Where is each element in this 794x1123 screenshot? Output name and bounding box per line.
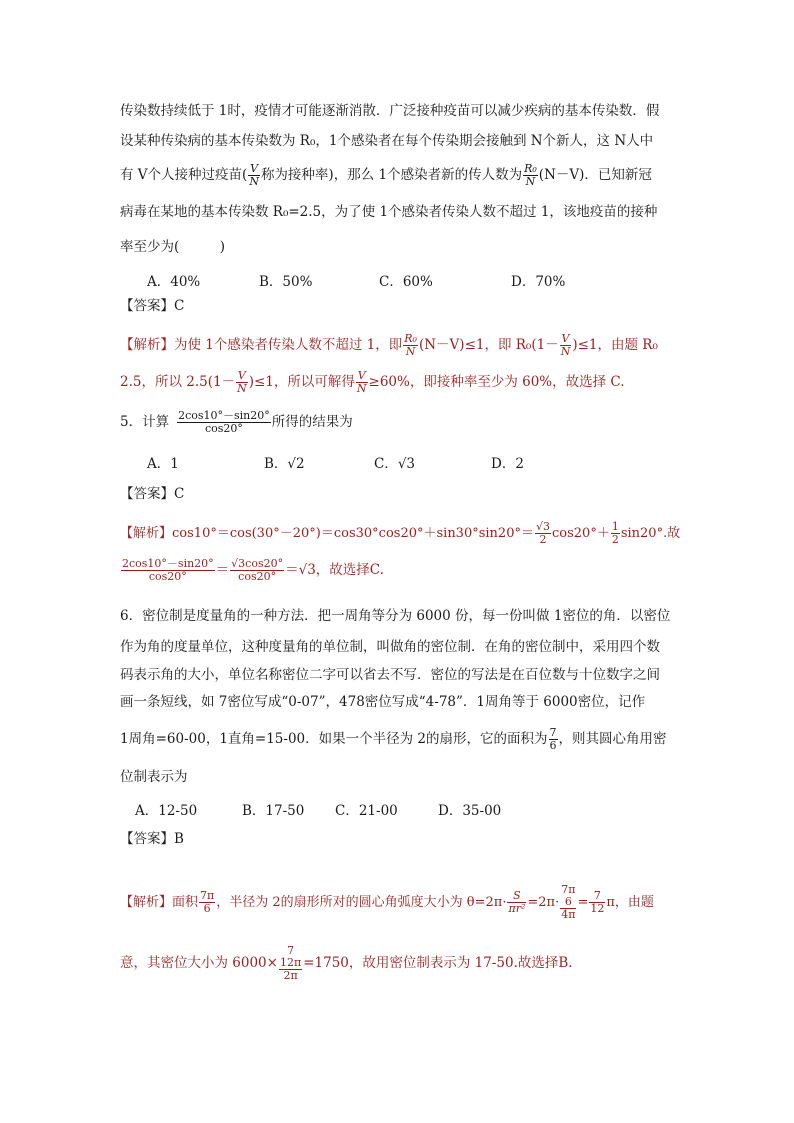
- exp-text: =2π·: [527, 895, 560, 910]
- exp-fraction: [356, 370, 368, 395]
- q4-text-5: 率至少为( ): [120, 239, 226, 255]
- frac-den: cos20°: [238, 570, 277, 583]
- q6-text-2: 作为角的度量单位，这种度量角的单位制，叫做角的密位制．在角的密位制中，采用四个数: [120, 639, 660, 655]
- exp-text: π，由题: [606, 895, 654, 910]
- exp-fraction: [611, 521, 620, 546]
- frac-top: 7: [287, 944, 295, 957]
- exp-text: cos20°＋: [552, 526, 610, 541]
- q5-expression-fraction: [177, 410, 271, 435]
- exp-text: 为使 1个感染者传染人数不超过 1，即: [174, 337, 403, 353]
- q5-answer: [120, 484, 184, 504]
- frac-mid: 6: [564, 895, 572, 908]
- frac-num: √3: [535, 520, 550, 533]
- q6-line-1: [120, 606, 670, 626]
- frac-den: 2: [611, 533, 619, 546]
- q6-answer: [120, 829, 184, 849]
- choice-b: B．17-50: [242, 803, 305, 819]
- choice-a: A．1: [147, 456, 179, 472]
- frac-num: V: [250, 162, 259, 175]
- q4-text-1: 传染数持续低于 1时，疫情才可能逐渐消散．广泛接种疫苗可以减少疾病的基本传染数．假: [120, 103, 660, 119]
- exp-text: (N－V)≤1，即 R₀(1－: [418, 337, 559, 353]
- q4-choices: [147, 270, 565, 290]
- q4-explanation-2: [120, 370, 625, 395]
- q5-stem: [120, 410, 353, 435]
- compound-num: [560, 884, 576, 909]
- exp-text: )≤1，所以可解得: [248, 374, 355, 390]
- exp-fraction: [199, 890, 215, 915]
- choice-d: D．70%: [511, 274, 566, 290]
- choice-c: C．21-00: [335, 803, 398, 819]
- q6-text-5a: 1周角=60-00，1直角=15-00．如果一个半径为 2的扇形，它的面积为: [120, 731, 548, 747]
- explanation-label: 【解析】: [120, 337, 174, 353]
- frac-den: 6: [549, 739, 557, 752]
- frac-mid: 12: [279, 956, 294, 969]
- q4-line-2: [120, 131, 653, 151]
- exp-text: ＝: [215, 562, 230, 578]
- frac-num: R₀: [404, 332, 417, 345]
- exp-fraction: [560, 333, 572, 358]
- frac-den: N: [525, 175, 536, 188]
- choice-b: B．50%: [259, 274, 313, 290]
- exp-text: =: [577, 895, 589, 910]
- frac-num: 2cos10°－sin20°: [122, 557, 214, 570]
- q4-text-2: 设某种传染病的基本传染数为 R₀，1个感染者在每个传染期会接触到 N个新人，这 N人中: [120, 133, 654, 149]
- exp-compound-fraction: [279, 945, 302, 982]
- exp-text: ＝√3，故选择C.: [285, 562, 384, 578]
- q6-line-2: [120, 637, 660, 657]
- frac-num: R₀: [524, 162, 537, 175]
- frac-num: 2cos10°－sin20°: [178, 409, 270, 422]
- new-infection-fraction: [523, 163, 538, 188]
- frac-den: 4π: [561, 908, 576, 921]
- frac-den: N: [237, 382, 247, 395]
- frac-num: V: [357, 369, 366, 382]
- q4-text-3c: (N－V)．已知新冠: [538, 167, 652, 183]
- q6-text-4: 画一条短线，如 7密位写成“0-07”，478密位写成“4-78”．1周角等于 6000密位，记作: [120, 694, 646, 710]
- choice-a: A．40%: [147, 274, 201, 290]
- exp-fraction: [535, 521, 551, 546]
- q6-line-5: [120, 727, 667, 752]
- exp-compound-fraction: [560, 884, 576, 921]
- q6-line-4: [120, 692, 645, 712]
- frac-top: 7π: [561, 883, 576, 896]
- frac-den: 6: [203, 902, 211, 915]
- exp-fraction: [230, 558, 284, 583]
- q5-text: 所得的结果为: [271, 414, 353, 430]
- q4-line-5: [120, 237, 225, 257]
- q4-answer: [120, 296, 184, 316]
- exp-text: sin20°.故: [620, 526, 681, 541]
- q6-text-5b: ，则其圆心角用密: [558, 731, 667, 747]
- choice-d: D．2: [491, 456, 524, 472]
- q4-line-4: [120, 202, 657, 222]
- q4-explanation-1: [120, 333, 658, 358]
- exp-text: ≥60%，即接种率至少为 60%，故选择 C.: [368, 374, 625, 390]
- frac-num: √3cos20°: [231, 557, 284, 570]
- explanation-label: 【解析】: [120, 895, 173, 910]
- q6-choices: [135, 799, 501, 819]
- q6-text-1: 6．密位制是度量角的一种方法．把一周角等分为 6000 份，每一份叫做 1密位的角．以密位: [120, 608, 671, 624]
- exp-text: =1750，故用密位制表示为 17-50.故选择B.: [303, 955, 573, 971]
- frac-den: πr²: [508, 902, 526, 915]
- frac-den: N: [356, 382, 367, 395]
- q4-text-3a: 有 V个人接种过疫苗(: [120, 167, 248, 183]
- exp-text: cos10°＝cos(30°－20°)＝cos30°cos20°＋sin30°sin20°＝: [172, 526, 534, 541]
- frac-den: cos20°: [204, 422, 243, 435]
- answer-text: 【答案】C: [120, 486, 185, 502]
- explanation-label: 【解析】: [120, 526, 173, 541]
- choice-c: C．√3: [374, 456, 416, 472]
- answer-text: 【答案】B: [120, 831, 184, 847]
- frac-den: 2π: [283, 969, 298, 982]
- choice-c: C．60%: [379, 274, 433, 290]
- q6-line-6: [120, 767, 188, 787]
- q6-explanation-1: [120, 884, 654, 921]
- exp-text: )≤1，由题 R₀: [572, 337, 658, 353]
- choice-d: D．35-00: [438, 803, 502, 819]
- q6-text-6: 位制表示为: [120, 769, 188, 785]
- q5-choices: [147, 452, 524, 472]
- answer-text: 【答案】C: [120, 298, 185, 314]
- frac-num: 7: [549, 726, 557, 739]
- exp-fraction: [236, 370, 248, 395]
- q5-explanation-1: [120, 521, 680, 546]
- vaccination-rate-fraction: [248, 163, 260, 188]
- q6-text-3: 码表示角的大小，单位名称密位二字可以省去不写．密位的写法是在百位数与十位数字之间: [120, 667, 660, 683]
- q5-explanation-2: [120, 558, 384, 583]
- frac-den: 2: [539, 533, 547, 546]
- frac-num: 7: [589, 890, 605, 903]
- q6-explanation-2: [120, 945, 573, 982]
- frac-num: V: [237, 369, 246, 382]
- exp-fraction: [507, 890, 526, 915]
- area-fraction: [549, 727, 558, 752]
- frac-den: N: [405, 345, 416, 358]
- frac-num: 1: [611, 520, 619, 533]
- choice-a: A．12-50: [135, 803, 198, 819]
- q4-line-1: [120, 101, 659, 121]
- frac-den: N: [560, 345, 571, 358]
- frac-num: S: [507, 890, 526, 903]
- choice-b: B．√2: [264, 456, 305, 472]
- exp-text: 面积: [172, 895, 199, 910]
- exp-text: 意，其密位大小为 6000×: [120, 955, 278, 971]
- exp-text: 2.5，所以 2.5(1－: [120, 374, 236, 390]
- frac-den: 12: [590, 902, 605, 915]
- q4-text-3b: 称为接种率)，那么 1个感染者新的传人数为: [260, 167, 523, 183]
- exp-fraction: [403, 333, 418, 358]
- compound-num: [279, 945, 302, 970]
- frac-num: 7π: [200, 889, 215, 902]
- exp-text: ，半径为 2的扇形所对的圆心角弧度大小为 θ=2π·: [216, 895, 507, 910]
- frac-num: V: [561, 332, 570, 345]
- q5-number: 5．计算: [120, 414, 170, 430]
- exp-fraction: [121, 558, 215, 583]
- q6-line-3: [120, 665, 660, 685]
- q4-text-4: 病毒在某地的基本传染数 R₀=2.5，为了使 1个感染者传染人数不超过 1，该地疫苗的接种: [120, 204, 658, 220]
- q4-line-3: [120, 163, 652, 188]
- frac-den: cos20°: [148, 570, 187, 583]
- frac-mid-suffix: π: [293, 956, 302, 969]
- exp-fraction: [589, 890, 605, 915]
- frac-den: N: [249, 175, 259, 188]
